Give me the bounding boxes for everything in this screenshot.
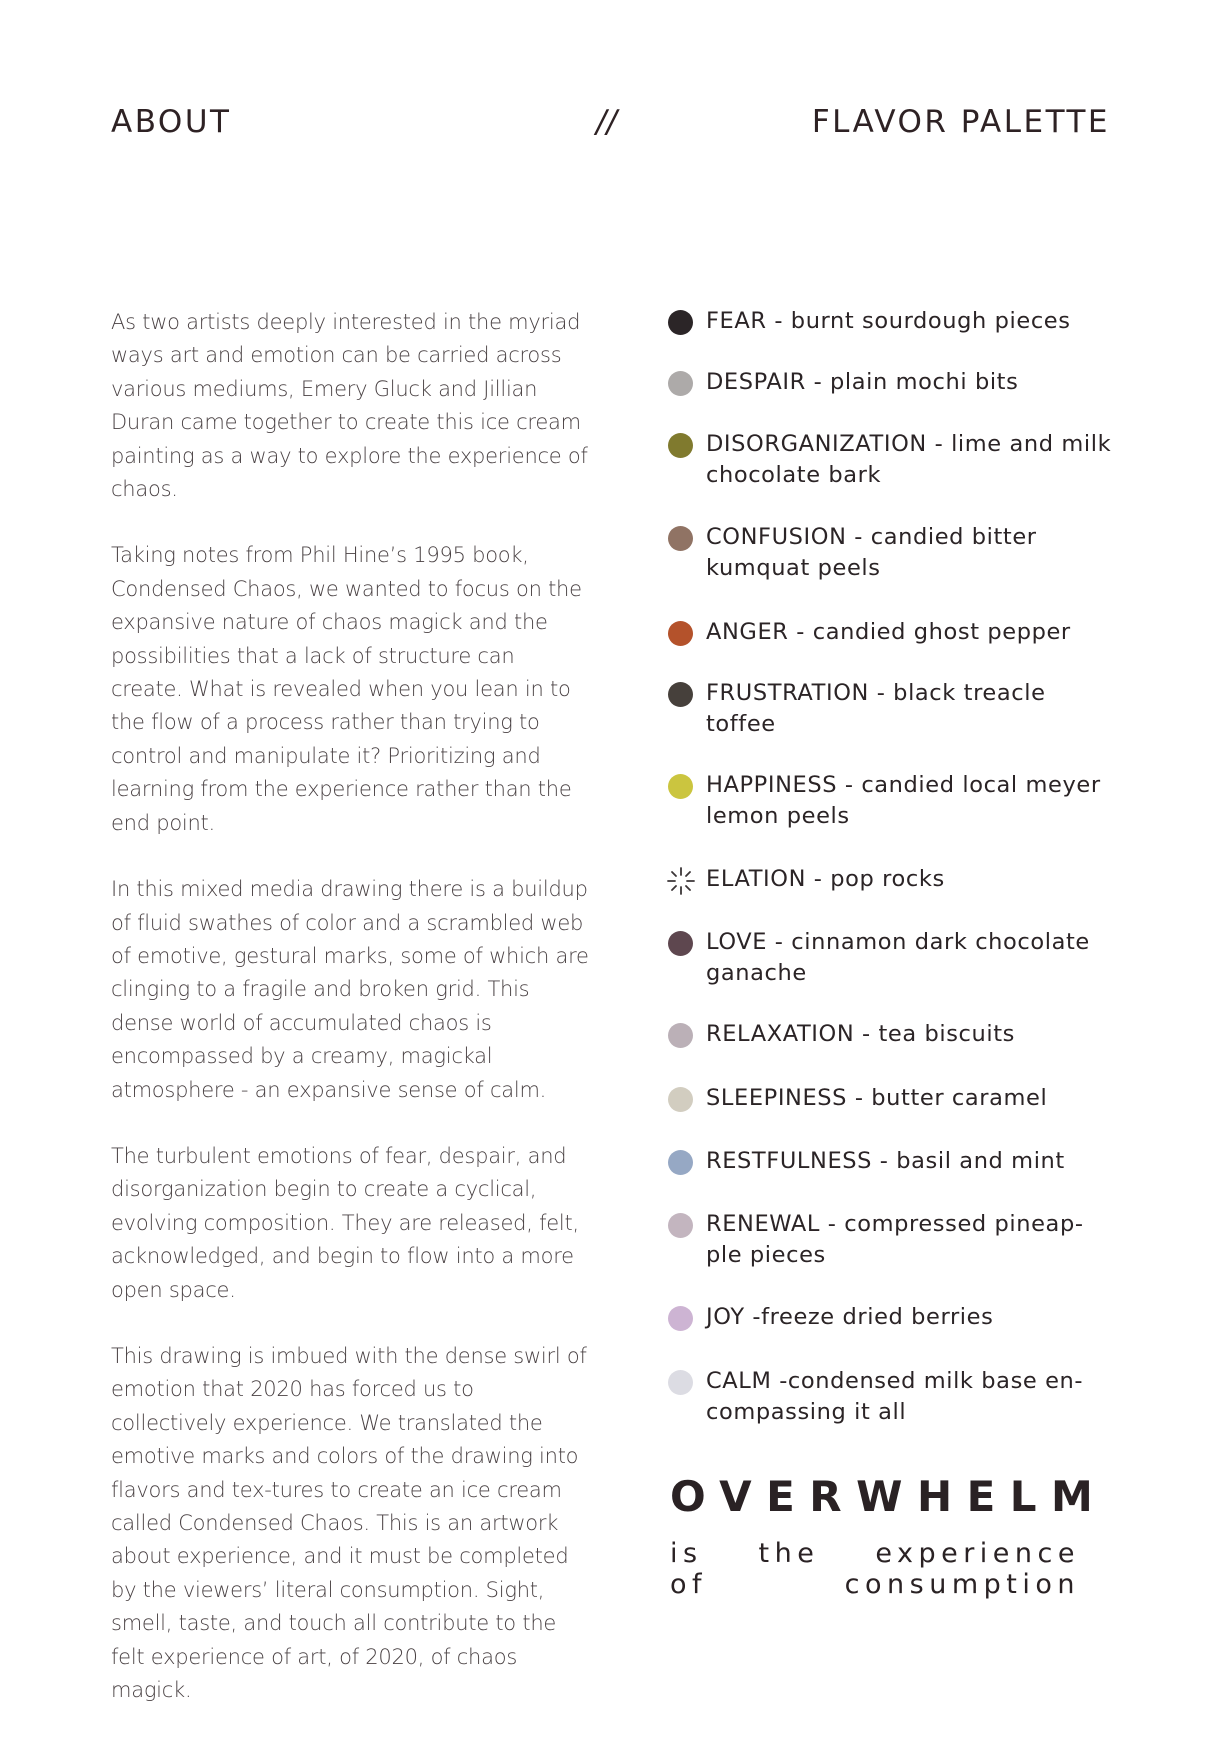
dot-icon <box>668 1023 693 1048</box>
dot-icon <box>668 371 693 396</box>
about-paragraph-4: The turbulent emotions of fear, despair, and disorganization begin to create a cyclical, evolving composition. They are released, felt, acknowledged, and begin to flow into a more open space. <box>111 1143 579 1302</box>
tagline-word: consumption <box>844 1569 1080 1600</box>
flavor-label: FRUSTRATION - black treacle toffee <box>706 680 1046 737</box>
about-paragraph-2: Taking notes from Phil Hine’s 1995 book, Condensed Chaos, we wanted to focus on the expansive nature of chaos magick and the possibilities that a lack of structure can create. What is revealed when you lean in to the flow of a process rather than trying to control and manipulate it? Prioritizing and learning from the experience rather than the end point. <box>111 543 582 835</box>
dot-icon <box>668 774 693 799</box>
dot-icon <box>668 1087 693 1112</box>
dot-icon <box>668 1150 693 1175</box>
heading-separator: // <box>596 104 617 140</box>
flavor-label: CONFUSION - candied bitter kumquat peels <box>706 524 1037 581</box>
dot-icon <box>668 526 693 551</box>
flavor-label: RELAXATION - tea biscuits <box>706 1021 1015 1047</box>
tagline-word: is <box>670 1538 703 1569</box>
tagline-word: the <box>758 1538 820 1569</box>
dot-icon <box>668 621 693 646</box>
flavor-label: DISORGANIZATION - lime and milk chocolate bark <box>706 431 1112 488</box>
flavor-label: SLEEPINESS - butter caramel <box>706 1085 1048 1111</box>
flavor-label: FEAR - burnt sourdough pieces <box>706 308 1071 334</box>
flavor-palette-heading: FLAVOR PALETTE <box>811 104 1110 140</box>
burst-icon <box>666 866 696 896</box>
tagline-line-1 <box>670 1538 1080 1569</box>
flavor-label: CALM -condensed milk base en-compassing it all <box>706 1368 1084 1425</box>
about-column <box>111 306 589 1740</box>
dot-icon <box>668 682 693 707</box>
dot-icon <box>668 433 693 458</box>
dot-icon <box>668 1306 693 1331</box>
dot-icon <box>668 931 693 956</box>
flavor-label: ANGER - candied ghost pepper <box>706 619 1071 645</box>
dot-icon <box>668 310 693 335</box>
about-paragraph-3: In this mixed media drawing there is a buildup of fluid swathes of color and a scrambled web of emotive, gestural marks, some of which are clinging to a fragile and broken grid. This dense world of accumulated chaos is encompassed by a creamy, magickal atmosphere - an expansive sense of calm. <box>111 877 589 1102</box>
overwhelm-title: OVERWHELM <box>670 1472 1108 1521</box>
flavor-label: HAPPINESS - candied local meyer lemon peels <box>706 772 1101 829</box>
about-paragraph-1: As two artists deeply interested in the myriad ways art and emotion can be carried across various mediums, Emery Gluck and Jillian Duran came together to create this ice cream painting as a way to explore the experience of chaos. <box>111 310 588 502</box>
about-paragraph-5: This drawing is imbued with the dense swirl of emotion that 2020 has forced us to collectively experience. We translated the emotive marks and colors of the drawing into flavors and tex-tures to create an ice cream called Condensed Chaos. This is an artwork about experience, and it must be completed by the viewers’ literal consumption. Sight, smell, taste, and touch all contribute to the felt experience of art, of 2020, of chaos magick. <box>111 1343 587 1703</box>
tagline-word: experience <box>875 1538 1080 1569</box>
flavor-label: RENEWAL - compressed pineap-ple pieces <box>706 1211 1084 1268</box>
flavor-label: ELATION - pop rocks <box>706 866 945 892</box>
flavor-label: JOY -freeze dried berries <box>706 1304 994 1330</box>
dot-icon <box>668 1370 693 1395</box>
tagline-word: of <box>670 1569 708 1600</box>
tagline-block <box>670 1470 1108 1600</box>
dot-icon <box>668 1213 693 1238</box>
about-heading: ABOUT <box>111 104 232 140</box>
tagline-line-2 <box>670 1569 1080 1600</box>
flavor-label: RESTFULNESS - basil and mint <box>706 1148 1065 1174</box>
flavor-label: LOVE - cinnamon dark chocolate ganache <box>706 929 1090 986</box>
flavor-label: DESPAIR - plain mochi bits <box>706 369 1019 395</box>
